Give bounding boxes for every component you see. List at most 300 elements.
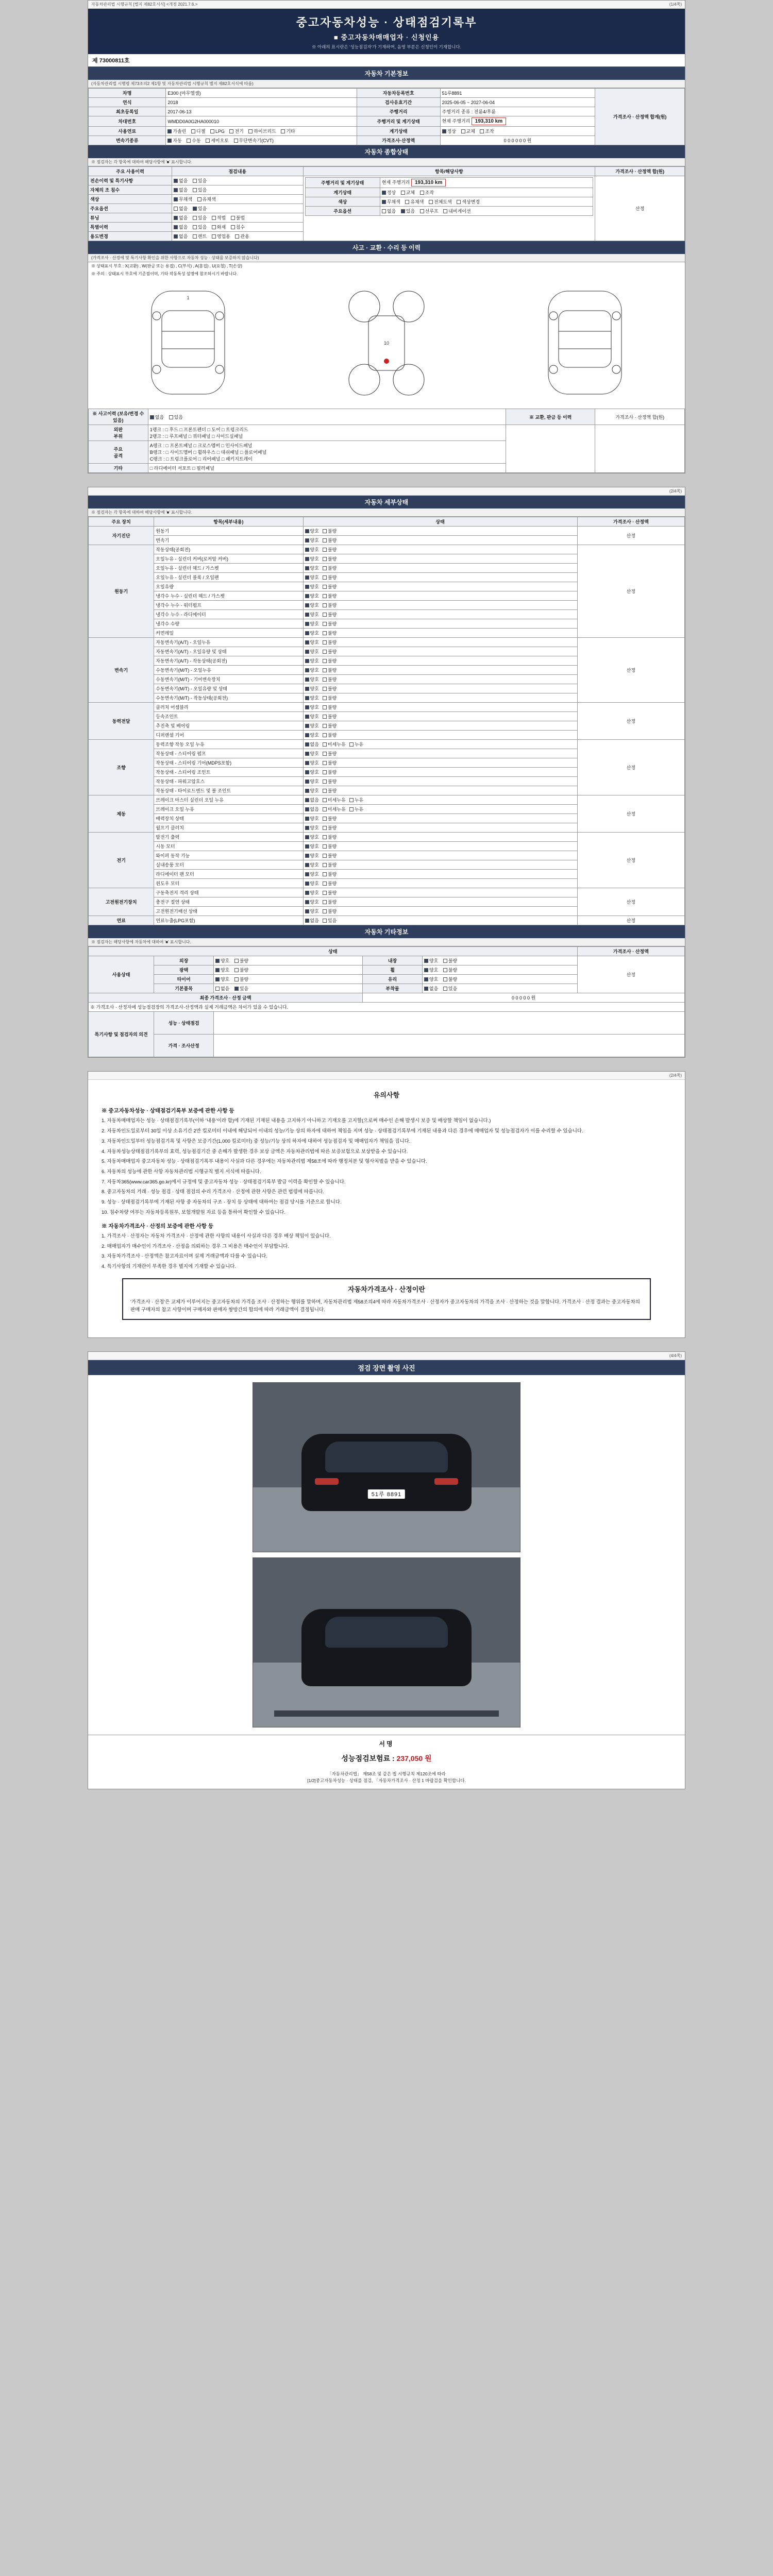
checkbox-icon[interactable] xyxy=(323,844,327,849)
opt-business[interactable]: 영업용 xyxy=(212,233,230,240)
detail-item-state xyxy=(303,721,577,731)
options-yes[interactable]: 있음 xyxy=(401,208,415,214)
meter-option-tampered[interactable]: 조작 xyxy=(480,128,494,134)
opt-yes[interactable]: 있음 xyxy=(193,187,207,193)
trans-option-cvt[interactable]: 무단변속기(CVT) xyxy=(234,137,274,144)
detail-item-label: 추진축 및 베어링 xyxy=(154,721,303,731)
detail-item-label: 동력조향 작동 오일 누유 xyxy=(154,740,303,749)
checkbox-icon[interactable] xyxy=(305,817,309,821)
checkbox-icon[interactable] xyxy=(305,844,309,849)
opt-none[interactable]: 없음 xyxy=(174,187,188,193)
detail-option-1[interactable] xyxy=(323,778,337,785)
checkbox-icon[interactable] xyxy=(305,900,309,904)
detail-option-0[interactable] xyxy=(305,880,319,887)
opt-achromatic[interactable]: 무채색 xyxy=(174,196,192,202)
checkbox-icon[interactable] xyxy=(305,854,309,858)
detail-option-1[interactable] xyxy=(323,657,337,664)
detail-option-1[interactable] xyxy=(323,574,337,581)
detail-option-2[interactable] xyxy=(349,806,363,812)
detail-option-0[interactable] xyxy=(305,546,319,553)
detail-item-state xyxy=(303,554,577,564)
checkbox-icon[interactable] xyxy=(323,752,327,756)
checkbox-icon[interactable] xyxy=(323,705,327,709)
options-sunroof[interactable]: 선루프 xyxy=(420,208,439,214)
detail-option-0[interactable] xyxy=(305,732,319,738)
detail-option-label: 불량 xyxy=(327,556,337,562)
checkbox-icon[interactable] xyxy=(305,659,309,663)
detail-option-1[interactable] xyxy=(323,620,337,627)
color-achromatic[interactable]: 무채색 xyxy=(382,198,400,205)
label-meter-detail: 계기상태 xyxy=(305,188,380,197)
detail-option-0[interactable] xyxy=(305,769,319,775)
checkbox-icon[interactable] xyxy=(305,575,309,580)
checkbox-icon[interactable] xyxy=(323,715,327,719)
detail-group-4: 조향 xyxy=(89,740,154,795)
trans-option-manual[interactable]: 수동 xyxy=(187,137,200,144)
trans-option-semiauto[interactable]: 세미오토 xyxy=(206,137,229,144)
detail-option-label: 불량 xyxy=(327,770,337,775)
detail-option-1[interactable] xyxy=(323,806,346,812)
meter-detail-tampered[interactable]: 조작 xyxy=(420,189,434,196)
photo-car-glass xyxy=(325,1617,448,1648)
detail-option-1[interactable] xyxy=(323,732,337,738)
detail-option-label: 불량 xyxy=(327,594,337,599)
checkbox-icon[interactable] xyxy=(305,724,309,728)
detail-option-1[interactable] xyxy=(323,852,337,859)
label-panel-3: 기타 xyxy=(89,464,148,473)
opt-yes[interactable]: 있음 xyxy=(193,224,207,230)
value-exchange-history: 가격조사 · 산정액 합(원) xyxy=(595,409,685,425)
row-opts-total-loss xyxy=(172,176,303,185)
detail-option-0[interactable] xyxy=(305,574,319,581)
checkbox-icon[interactable] xyxy=(323,872,327,876)
checkbox-icon[interactable] xyxy=(305,872,309,876)
detail-option-label: 양호 xyxy=(310,890,319,895)
options-none[interactable]: 없음 xyxy=(382,208,396,214)
fuel-option-hybrid[interactable]: 하이브리드 xyxy=(248,128,276,134)
detail-option-0[interactable] xyxy=(305,824,319,831)
detail-option-1[interactable] xyxy=(323,528,337,534)
checkbox-icon[interactable] xyxy=(349,798,354,802)
checkbox-icon[interactable] xyxy=(305,650,309,654)
checkbox-icon[interactable] xyxy=(305,779,309,784)
detail-option-1[interactable] xyxy=(323,537,337,544)
checkbox-icon[interactable] xyxy=(323,779,327,784)
etc-wheel-bad[interactable]: 불량 xyxy=(443,967,457,973)
detail-option-0[interactable] xyxy=(305,620,319,627)
etc-polish-good[interactable]: 양호 xyxy=(215,967,229,973)
checkbox-icon[interactable] xyxy=(323,668,327,672)
detail-option-label: 불량 xyxy=(327,909,337,914)
detail-option-1[interactable] xyxy=(323,611,337,618)
detail-option-label: 불량 xyxy=(327,872,337,877)
detail-option-1[interactable] xyxy=(323,824,337,831)
checkbox-icon[interactable] xyxy=(323,529,327,533)
opt-yes[interactable]: 있음 xyxy=(193,205,207,212)
checkbox-icon[interactable] xyxy=(305,677,309,682)
checkbox-icon[interactable] xyxy=(305,548,309,552)
mileage-detail-km: 193,310 km xyxy=(411,179,446,187)
label-mileage-detail: 주행거리 및 계기상태 xyxy=(305,178,380,188)
detail-option-label: 불량 xyxy=(327,603,337,608)
checkbox-icon[interactable] xyxy=(305,789,309,793)
checkbox-icon[interactable] xyxy=(305,826,309,830)
opt-fire[interactable]: 화재 xyxy=(212,224,226,230)
checkbox-icon[interactable] xyxy=(305,538,309,543)
detail-option-1[interactable] xyxy=(323,667,337,673)
value-meter-state xyxy=(440,127,595,136)
document-title-block xyxy=(88,9,685,54)
checkbox-icon[interactable] xyxy=(323,548,327,552)
detail-option-1[interactable] xyxy=(323,704,337,710)
detail-option-1[interactable] xyxy=(323,880,337,887)
etc-standard-none[interactable]: 없음 xyxy=(215,985,229,992)
checkbox-icon[interactable] xyxy=(323,789,327,793)
checkbox-icon[interactable] xyxy=(323,696,327,700)
etc-standard-yes[interactable]: 있음 xyxy=(234,985,248,992)
checkbox-icon[interactable] xyxy=(305,557,309,561)
checkbox-icon[interactable] xyxy=(323,742,327,747)
detail-option-label: 불량 xyxy=(327,881,337,886)
opt-government[interactable]: 관용 xyxy=(235,233,249,240)
detail-option-0[interactable] xyxy=(305,583,319,590)
checkbox-icon[interactable] xyxy=(323,909,327,913)
detail-option-1[interactable] xyxy=(323,917,337,924)
checkbox-icon[interactable] xyxy=(323,733,327,737)
detail-option-1[interactable] xyxy=(323,676,337,683)
checkbox-icon[interactable] xyxy=(323,575,327,580)
detail-option-1[interactable] xyxy=(323,759,337,766)
detail-option-0[interactable] xyxy=(305,537,319,544)
detail-group-price: 산정 xyxy=(577,888,684,916)
photo-underbody-view xyxy=(253,1557,520,1727)
detail-option-1[interactable] xyxy=(323,602,337,608)
detail-option-0[interactable] xyxy=(305,667,319,673)
checkbox-icon[interactable] xyxy=(305,863,309,867)
page-4-mark: (4/4쪽) xyxy=(669,1353,682,1358)
detail-option-1[interactable] xyxy=(323,750,337,757)
detail-option-0[interactable] xyxy=(305,861,319,868)
detail-group-0: 자기진단 xyxy=(89,527,154,545)
etc-polish-bad[interactable]: 불량 xyxy=(234,967,248,973)
etc-interior-good[interactable]: 양호 xyxy=(424,957,438,964)
detail-option-0[interactable] xyxy=(305,899,319,905)
detail-option-1[interactable] xyxy=(323,592,337,599)
detail-option-label: 누유 xyxy=(354,798,364,803)
checkbox-icon[interactable] xyxy=(305,882,309,886)
checkbox-icon[interactable] xyxy=(305,631,309,635)
page-1-header xyxy=(88,1,685,9)
detail-option-2[interactable] xyxy=(349,741,363,748)
accident-yes[interactable]: 있음 xyxy=(169,414,183,420)
opt-chromatic[interactable]: 유채색 xyxy=(197,196,216,202)
detail-group-price: 산정 xyxy=(577,703,684,740)
checkbox-icon[interactable] xyxy=(323,622,327,626)
checkbox-icon[interactable] xyxy=(305,807,309,811)
detail-option-0[interactable] xyxy=(305,639,319,646)
checkbox-icon[interactable] xyxy=(305,798,309,802)
checkbox-icon[interactable] xyxy=(323,761,327,765)
checkbox-icon[interactable] xyxy=(323,826,327,830)
detail-option-0[interactable] xyxy=(305,796,319,803)
detail-option-1[interactable] xyxy=(323,694,337,701)
opt-none[interactable]: 없음 xyxy=(174,224,188,230)
checkbox-icon[interactable] xyxy=(323,538,327,543)
checkbox-icon[interactable] xyxy=(323,650,327,654)
checkbox-icon[interactable] xyxy=(323,631,327,635)
detail-option-0[interactable] xyxy=(305,676,319,683)
detail-option-0[interactable] xyxy=(305,843,319,850)
detail-option-1[interactable] xyxy=(323,769,337,775)
detail-option-0[interactable] xyxy=(305,565,319,571)
detail-option-1[interactable] xyxy=(323,722,337,729)
checkbox-icon[interactable] xyxy=(323,807,327,811)
detail-option-label: 양호 xyxy=(310,686,319,691)
detail-option-1[interactable] xyxy=(323,871,337,877)
detail-option-1[interactable] xyxy=(323,834,337,840)
detail-option-1[interactable] xyxy=(323,843,337,850)
detail-option-label: 불량 xyxy=(327,816,337,821)
detail-option-label: 불량 xyxy=(327,788,337,793)
checkbox-icon[interactable] xyxy=(349,742,354,747)
detail-option-0[interactable] xyxy=(305,806,319,812)
detail-option-0[interactable] xyxy=(305,555,319,562)
checkbox-icon[interactable] xyxy=(323,882,327,886)
detail-option-0[interactable] xyxy=(305,750,319,757)
checkbox-icon[interactable] xyxy=(305,622,309,626)
checkbox-icon[interactable] xyxy=(323,613,327,617)
fee-value: 237,050 원 xyxy=(396,1754,432,1762)
detail-option-0[interactable] xyxy=(305,834,319,840)
checkbox-icon[interactable] xyxy=(323,659,327,663)
checkbox-icon[interactable] xyxy=(323,863,327,867)
checkbox-icon[interactable] xyxy=(305,835,309,839)
detail-option-1[interactable] xyxy=(323,630,337,636)
fuel-option-lpg[interactable]: LPG xyxy=(210,129,225,134)
detail-option-0[interactable] xyxy=(305,657,319,664)
opt-flood[interactable]: 침수 xyxy=(231,224,245,230)
meter-detail-normal[interactable]: 정상 xyxy=(382,189,396,196)
detail-option-0[interactable] xyxy=(305,630,319,636)
checkbox-icon[interactable] xyxy=(323,557,327,561)
detail-option-label: 불량 xyxy=(327,668,337,673)
opt-none[interactable]: 없음 xyxy=(174,214,188,221)
detail-option-1[interactable] xyxy=(323,908,337,914)
notice-item: 1. 자동차매매업자는 성능 · 상태점검기록부(이하 '내용'이라 함)에 기재된 기재된 내용을 고지하기 아니하고 기재오를 고지할(으로써 매수인 손해 발생시 보증 및 배상할 책임이 없습니다.) xyxy=(102,1118,491,1124)
fuel-option-electric[interactable]: 전기 xyxy=(229,128,243,134)
detail-option-0[interactable] xyxy=(305,917,319,924)
opt-rent[interactable]: 렌트 xyxy=(193,233,207,240)
checkbox-icon[interactable] xyxy=(305,891,309,895)
checkbox-icon[interactable] xyxy=(323,640,327,645)
meter-option-normal[interactable]: 정상 xyxy=(442,128,456,134)
opt-none[interactable]: 없음 xyxy=(174,177,188,184)
detail-item-label: 브레이크 오일 누유 xyxy=(154,805,303,814)
checkbox-icon[interactable] xyxy=(305,640,309,645)
detail-option-1[interactable] xyxy=(323,787,337,794)
detail-option-1[interactable] xyxy=(323,796,346,803)
meter-option-replaced[interactable]: 교체 xyxy=(461,128,475,134)
checkbox-icon[interactable] xyxy=(323,594,327,598)
col-items: 항목/해당사항 xyxy=(303,167,595,176)
detail-option-0[interactable] xyxy=(305,852,319,859)
detail-option-1[interactable] xyxy=(323,555,337,562)
detail-item-label: 와이퍼 동작 기능 xyxy=(154,851,303,860)
meter-detail-replaced[interactable]: 교체 xyxy=(401,189,415,196)
detail-option-0[interactable] xyxy=(305,908,319,914)
detail-option-label: 양호 xyxy=(310,733,319,738)
checkbox-icon[interactable] xyxy=(305,566,309,570)
checkbox-icon[interactable] xyxy=(323,585,327,589)
detail-option-1[interactable] xyxy=(323,741,346,748)
checkbox-icon[interactable] xyxy=(305,613,309,617)
accident-none[interactable]: 없음 xyxy=(150,414,164,420)
checkbox-icon[interactable] xyxy=(323,566,327,570)
detail-option-2[interactable] xyxy=(349,796,363,803)
trans-option-auto[interactable]: 자동 xyxy=(167,137,181,144)
page-2 xyxy=(88,487,685,1058)
etc-tire-good[interactable]: 양호 xyxy=(215,976,229,982)
checkbox-icon[interactable] xyxy=(305,909,309,913)
table-row xyxy=(89,1012,685,1035)
checkbox-icon[interactable] xyxy=(323,891,327,895)
checkbox-icon[interactable] xyxy=(305,742,309,747)
checkbox-icon[interactable] xyxy=(305,696,309,700)
etc-col-state: 상태 xyxy=(89,947,578,956)
checkbox-icon[interactable] xyxy=(305,919,309,923)
detail-option-0[interactable] xyxy=(305,694,319,701)
detail-option-0[interactable] xyxy=(305,871,319,877)
checkbox-icon[interactable] xyxy=(323,770,327,774)
detail-option-0[interactable] xyxy=(305,685,319,692)
fuel-option-diesel[interactable]: 디젤 xyxy=(191,128,205,134)
detail-option-0[interactable] xyxy=(305,602,319,608)
detail-option-0[interactable] xyxy=(305,778,319,785)
etc-tire-bad[interactable]: 불량 xyxy=(234,976,248,982)
detail-option-0[interactable] xyxy=(305,713,319,720)
table-row xyxy=(89,527,685,536)
detail-option-0[interactable] xyxy=(305,648,319,655)
checkbox-icon[interactable] xyxy=(305,705,309,709)
detail-option-0[interactable] xyxy=(305,889,319,896)
detail-option-0[interactable] xyxy=(305,815,319,822)
checkbox-icon[interactable] xyxy=(305,668,309,672)
options-navigation[interactable]: 내비게이션 xyxy=(443,208,470,214)
checkbox-icon[interactable] xyxy=(305,761,309,765)
detail-option-0[interactable] xyxy=(305,611,319,618)
value-transmission xyxy=(166,136,357,145)
detail-option-label: 불량 xyxy=(327,529,337,534)
detail-option-1[interactable] xyxy=(323,639,337,646)
label-options: 주요옵션 xyxy=(305,207,380,216)
checkbox-icon[interactable] xyxy=(323,854,327,858)
opt-none[interactable]: 없음 xyxy=(174,205,188,212)
checkbox-icon[interactable] xyxy=(305,687,309,691)
detail-option-1[interactable] xyxy=(323,815,337,822)
checkbox-icon[interactable] xyxy=(349,807,354,811)
opt-illegal[interactable]: 불법 xyxy=(231,214,245,221)
checkbox-icon[interactable] xyxy=(305,603,309,607)
checkbox-icon[interactable] xyxy=(323,687,327,691)
etc-wheel-good[interactable]: 양호 xyxy=(424,967,438,973)
detail-option-label: 불량 xyxy=(327,612,337,617)
label-vin: 차대번호 xyxy=(89,116,166,127)
etc-glass-good[interactable]: 양호 xyxy=(424,976,438,982)
etc-total-label: 최종 가격조사 · 산정 금액 xyxy=(89,993,363,1003)
checkbox-icon[interactable] xyxy=(305,594,309,598)
detail-option-1[interactable] xyxy=(323,685,337,692)
detail-item-state xyxy=(303,842,577,851)
detail-option-0[interactable] xyxy=(305,787,319,794)
detail-option-1[interactable] xyxy=(323,583,337,590)
color-chromatic[interactable]: 유채색 xyxy=(405,198,424,205)
etc-value-glass xyxy=(422,975,577,984)
checkbox-icon[interactable] xyxy=(323,603,327,607)
etc-exterior-bad[interactable]: 불량 xyxy=(234,957,248,964)
etc-attach-none[interactable]: 없음 xyxy=(424,985,438,992)
detail-option-0[interactable] xyxy=(305,592,319,599)
table-row xyxy=(89,795,685,805)
opt-none[interactable]: 없음 xyxy=(174,233,188,240)
checkbox-icon[interactable] xyxy=(305,715,309,719)
checkbox-icon[interactable] xyxy=(323,677,327,682)
color-changed[interactable]: 색상변경 xyxy=(457,198,480,205)
detail-item-label: 윈도우 모터 xyxy=(154,879,303,888)
checkbox-icon[interactable] xyxy=(323,817,327,821)
detail-option-0[interactable] xyxy=(305,741,319,748)
checkbox-icon[interactable] xyxy=(323,798,327,802)
checkbox-icon[interactable] xyxy=(323,900,327,904)
opt-yes[interactable]: 있음 xyxy=(193,214,207,221)
detail-option-1[interactable] xyxy=(323,648,337,655)
etc-label-tire: 타이어 xyxy=(154,975,214,984)
document-number-row xyxy=(88,54,685,67)
detail-option-0[interactable] xyxy=(305,704,319,710)
checkbox-icon[interactable] xyxy=(323,835,327,839)
checkbox-icon[interactable] xyxy=(305,529,309,533)
detail-option-1[interactable] xyxy=(323,713,337,720)
checkbox-icon[interactable] xyxy=(323,724,327,728)
detail-option-1[interactable] xyxy=(323,889,337,896)
etc-value-polish xyxy=(213,965,362,975)
detail-option-1[interactable] xyxy=(323,899,337,905)
detail-option-1[interactable] xyxy=(323,861,337,868)
detail-option-0[interactable] xyxy=(305,722,319,729)
opt-legal[interactable]: 적법 xyxy=(212,214,226,221)
etc-interior-bad[interactable]: 불량 xyxy=(443,957,457,964)
detail-option-1[interactable] xyxy=(323,546,337,553)
detail-option-1[interactable] xyxy=(323,565,337,571)
etc-attach-yes[interactable]: 있음 xyxy=(443,985,457,992)
fuel-option-gasoline[interactable]: 가솔린 xyxy=(167,128,186,134)
etc-total-note: ※ 가격조사 · 산정자에 성능점검장의 가격조사·산정액과 실제 거래금액은 차이가 있을 수 있습니다. xyxy=(89,1003,685,1012)
detail-option-label: 불량 xyxy=(327,853,337,858)
color-full-repaint[interactable]: 전체도색 xyxy=(429,198,452,205)
etc-exterior-good[interactable]: 양호 xyxy=(215,957,229,964)
checkbox-icon[interactable] xyxy=(305,770,309,774)
table-row xyxy=(89,545,685,554)
opt-yes[interactable]: 있음 xyxy=(193,177,207,184)
checkbox-icon[interactable] xyxy=(305,733,309,737)
checkbox-icon[interactable] xyxy=(305,585,309,589)
etc-glass-bad[interactable]: 불량 xyxy=(443,976,457,982)
detail-option-0[interactable] xyxy=(305,528,319,534)
checkbox-icon[interactable] xyxy=(323,919,327,923)
detail-item-state xyxy=(303,768,577,777)
fuel-option-etc[interactable]: 기타 xyxy=(281,128,295,134)
checkbox-icon[interactable] xyxy=(305,752,309,756)
detail-option-0[interactable] xyxy=(305,759,319,766)
